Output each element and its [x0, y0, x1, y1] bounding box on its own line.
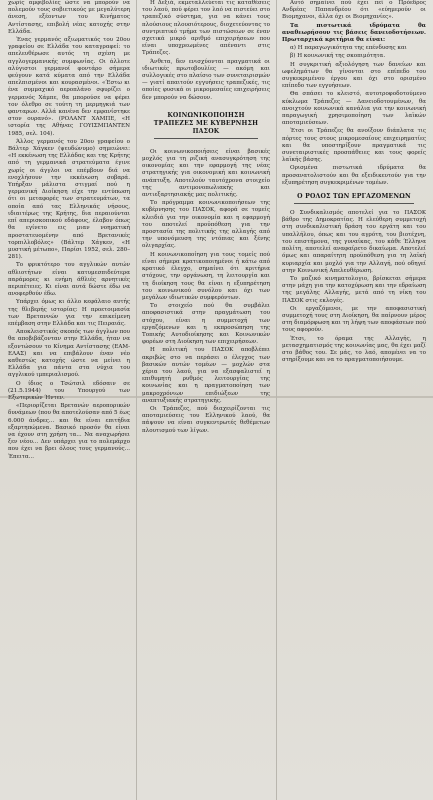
col3-paragraph: Η συγκριτική αξιολόγηση των δανείων και ωφελημάτων θα γίνονται στο επίπεδο του συγκεκριμένου έργου και όχι στο ορισμένο επίπεδο των εγγυήσεων.	[282, 61, 426, 90]
col1-paragraph: Ένας γερμανός αξιωματικός του 20ου γραφείου σε Ελλάδα του καταγραφεί: το απελευθέρωσε αυτός τη σχέση με αγγλογερμανικής συμφωνίας. Οι άλλοτε αλύγιστοι γερμανοί φοντάρο σήμερα φεύγουν κατά κύματα από την Ελλάδα απελπισμένοι και κουρασμένοι. «Έστω κι ένα συμμαχικό αεροπλάνο σφυρίζει ο γερμανός Χάμπε, θα μπορούσε να φέρει τον όλεθρο σε τούτη τη μερμηγκιά των φανταρων. Αλλά κανένα δεν εμφανίστηκε στον ουρανό». (ΡΟΛΑΝΤ ΧΑΜΠΕ, «Η ιστορία της Αθήνας ΓΟΥΙΣΜΠΑΝΤΕΝ 1985, σελ. 104).	[8, 37, 130, 137]
col1-paragraph: Υπάρχει όμως κι άλλο κεφάλαιο αυτής της θλιβερής ιστορίας: Η προετοιμασία των Βρεταννών για την επικείμενη επέμβαση στην Ελλάδα και τις Πειραιάς.	[8, 299, 130, 327]
col2-paragraph: Η κοινωνικοποίηση για τους τομείς πού είναι σήμερα κρατικοποιημένοι ή κάτω από κρατικό έλεγχο, σημαίνει ότι κριτήρια στόχους, την οργάνωση, τη λειτουργία και τη διοίκηση τους θα είναι η εξυπηρέτηση του κοινωνικού συνόλου και όχι των μεγάλων ιδιωτικών συμφερόντων.	[142, 251, 270, 301]
col1-paragraph: Αποκλειστικός σκοπός των άγγλων που θα αποβιβάζονταν στην Ελλάδα, ήταν να εξοντώσουν το Κίνημα Αντίστασης (ΕΑΜ-ΕΛΑΣ) και να επιβάλουν έναν νέο καθεστώς κατοχής ώστε να μείνει η Ελλάδα για πάντα στα νύχια του αγγλικού ιμπεριαλισμού.	[8, 329, 130, 379]
heading-line-2: ΤΡΑΠΕΖΕΣ ΜΕ ΚΥΒΕΡΝΗΣΗ ΠΑΣΟΚ	[153, 119, 259, 135]
col3-paragraph: Ο Συνδικαλισμός αποτελεί για το ΠΑΣΟΚ βάθρο της Δημοκρατίας. Η ελεύθερη συμμετοχή στη συνδικαλιστική δράση του εργάτη και του υπαλλήλου, όπως και του αγρότη, του βιοτέχνη, του επιστήμονα, της γυναίκας, του κάθε Έλληνα πολίτη, αποτελεί αναφαίρετο δικαίωμα. Αποτελεί όμως και απαραίτητη προϋπόθεση για τη λαϊκή κυριαρχία και μοχλό για την Αλλαγή, πού οδηγεί στην Κοινωνική Απελευθέρωση.	[282, 210, 426, 274]
col1-paragraph: Το φρικτότερο του αγγλικών αυτών αθλιοτήτων είναι κατυμεσπιδεύτερα παράμορες κι ενήμη άθλιές αρνητικές περιπέτειες. Κι είναι αυτά δώστε έδω να ανοφερθούν έδω.	[8, 262, 130, 298]
heading-underline	[294, 203, 414, 204]
col3-paragraph: Έτσι, το όραμα της Αλλαγής, η μετασχηματισμός της κοινωνίας μας, θα έχει μαζί στο βάθος του. Σε μάς, το λαό, απομένει να το στηρίξουμε και να το πραγματοποιήσουμε.	[282, 335, 426, 364]
col3-paragraph: β) Η κοινωνική της σκοπιμότητα.	[290, 53, 386, 60]
col2-paragraph: Η πολιτική του ΠΑΣΟΚ αποβλέπει ακριβώς στο να περάσει ο έλεγχος των βασικών αυτών τομέων — μοχλών στα χέρια του λαού, για να εξασφαλιστεί η επιθυμητή ρυθμός λειτουργίας της κοινωνίας και η πραγματοποίηση των μακροχρόνιων επιδιώξεων της αναπτυξιακής στρατηγικής.	[142, 347, 270, 404]
section-heading	[142, 112, 270, 139]
col2-paragraph: Οι κοινωνικοποιήσεις είναι βασικές μοχλός για τη ριζική ανασυγκρότηση της οικονομίας και την εφαρμογή της νέας στρατηγικής για οικονομική και κοινωνική ανάπτυξη. Αποτελούν ταυτόχρονα στοιχείο της αντιμονοπωλιακής και αντιεξαρτησιακής μας πολιτικής.	[142, 148, 270, 199]
col3-paragraph: Το μαζικό κινηματολογιο, βρίσκεται σήμερα στην μάχη για την κατοχύρωση και την εδραίωση της μεγάλης Αλλαγής, μετά από τη νίκη του ΠΑΣΟΚ στις εκλογές.	[282, 275, 426, 304]
column-2	[142, 0, 270, 800]
col2-paragraph: Άνθετα, δεν ενισχύονται πραγματικά οι ιδιωτικές πρωτοβουλίες — ακόμη και συλλογικές στο πλαίσιο των συνεταιρισμών — γιατί απαιτούν εγγυήσεις τραπεζικές, τις οποίες φυσικά οι μικρομεσαίες επιχειρήσεις δεν μπορούν να δώσουν.	[142, 58, 270, 101]
heading-underline	[154, 138, 258, 139]
col1-paragraph: «Περιορίζεται Βρετανών αεροπορικών δυνάμεων (που θα αποτελούσαν από 5 έως 6.000 άνδρες... και θα είναι επιτήδια εξαρτηπώμενα. Βασικό προσόν θα είναι να έχουν στη χρήση τα... Να αναχωρήσει ξεν νέου... Δεν υπάρχει για το πολεμάρχο που έχει να βρει όλους τους γερμανούς... Έπειτα...	[8, 403, 130, 460]
column-1	[8, 0, 130, 800]
col3-paragraph: Αυτό σημαίνει πού έχει πεί ο Πρόεδρος Ανδρέας Παπανδρέου ότι «εύημερούν οι Βιομηχανοι, άλλα όχι οι Βιομηχανίες».	[282, 0, 426, 21]
col3-paragraph: α) Η παραγωγικότητα της επένδυσης και	[290, 45, 407, 52]
column-3	[282, 0, 426, 800]
column-divider	[276, 0, 277, 800]
col2-paragraph: Το πρόγραμμα κοινωνικοποιήσεων της κυβέρνησης του ΠΑΣΟΚ, αφορά σε τομείς κλειδιά για την οικονομία και η εφαρμογή του αποτελεί προϋπόθεση για την προστασία της πολιτικής της αλλαγής από την υπονόμευση της ντόπιας και ξένης ολιγαρχίας.	[142, 200, 270, 250]
col3-paragraph: Έτσι οι Τράπεζες θα ανοίξουν διάπλατα τις πόρτες τους στους μικρομεσαίους επιχειρηματίες και θα υποστηρίξουν πραγματικά τις συνεταιριστικές προσπάθειες και τους φορείς λαϊκής βάσης.	[282, 128, 426, 164]
col3-paragraph: Οι εργαζόμενοι, με την αποφασιστική συμμετοχή τους στη Διοίκηση, θα παίρνουν μέρος στη διαμόρφωση και τη λήψη των αποφάσεων πού τους αφορούν.	[282, 305, 426, 334]
section-heading	[282, 193, 426, 204]
col3-paragraph: Τα πιστωτικά ιδρύματα θα αναθεωρήσουν τις βάσεις δανειοδοτήσεων. Πρωταρχικά κριτήρια θα είναι:	[282, 22, 426, 44]
heading-text: Ο ΡΟΛΟΣ ΤΩΝ ΕΡΓΑΖΟΜΕΝΩΝ	[297, 193, 411, 201]
col1-paragraph: Ο ίδιος ο Τσώτσιλ εδόσαιν σε (21.5.1944) του Υπουργού των Εξωτερικών Ήντεν.	[8, 380, 130, 401]
col2-paragraph: Η Δεξιά, εκμεταλλεύεται τις καταθέσεις του λαού, πού φέρει τον λαό να πιστεύει στο τραπεζικό σύστημα, για να κάνει τους πλούσιους πλουσιότερους, διοχετεύοντας το συντριπτικό τμήμα των πιστώσεων σε έναν σχετικά μικρό αριθμό επιχειρήσεων που είναι υποχρεωμένες απέναντι στις Τράπεζες.	[142, 0, 270, 57]
column-divider	[136, 0, 137, 800]
col2-paragraph: Οι Τράπεζες, πού διαχειρίζονται τις αποταμιεύσεις του Ελληνικού λαού, θα πάψουν να είναι συγκεντρωτές θεθέμετων πλουτισμού των λίγων.	[142, 405, 270, 434]
col3-paragraph: Θα σπάσει το κλειστό, αυτοτροφοδοτούμενο κύκλωμα Τράπεζες — Δανειοδοτουμένων, θα ανοιχτούν κοινωνικά κανάλια για την κοινωνική παραγωγική χρησιμοποίηση των λαϊκών αποταμιεύσεων.	[282, 91, 426, 127]
col2-paragraph: Το στοιχείο πού θα συμβάλει αποφασιστικά στην πραγμάτωση του στόχου, είναι η συμμετοχή των εργαζόμενων και η εκπροσώπηση της Τοπικής Αυτοδιοίκησης και Κοινωνικών φορέων στη Διοίκηση των επιχειρήσεων.	[142, 303, 270, 346]
col3-paragraph: Ορισμένα πιστωτικά ιδρύματα θα προσανατολιστούν και θα εξειδικευτούν για την εξυπηρέτηση συγκεκριμένων τομέων.	[282, 165, 426, 186]
col1-paragraph: χωρίς αμφιβολίες ώστε να μπορούν να πολεμούν τους σοβιετικούς με μεγαλύτερη άνεση, εξέοντων του Κινήματος Αντίστασης, επιβολή νέας κατοχής στην Ελλάδα.	[8, 0, 130, 35]
heading-line-1: ΚΟΙΝΩΝΙΚΟΠΟΙΗΣΗ	[167, 111, 245, 119]
col1-paragraph: Άλλος γερμανός του 20ου γραφείου ο Βάλτερ Χάγκεν (ψευδώνυμο) σημειώνει: «Η εκκένωση της Ελλάδας και της Κρήτης από τη γερμανικά στρατεύματα έγινε χωρίς οι άγγλοι να επέμβουν διά να ενοχλήσουν την εκκένωση σοβαρά. Υπήρξαν μάλιστα στιγμαί πού η γερμανική Διοίκηση είχε την εντύπωση ότι οι μεταφορές των στρατευμάτων, τα οποία από τας Ελληνικάς νήσους, ιδιαιτέρως της Κρήτης, δια περαιούνται επί απερισκοπικού εδάφους, έλαβον όπως θα εγίνετο εις μιαν νοηματική προστατευομένην από Βρετανικές τορπιλλοβόλες» (Βάλτερ Χάγκεν, «Η μυστική μέτωπο», Παρίσι 1952, σελ. 280–281).	[8, 138, 130, 261]
